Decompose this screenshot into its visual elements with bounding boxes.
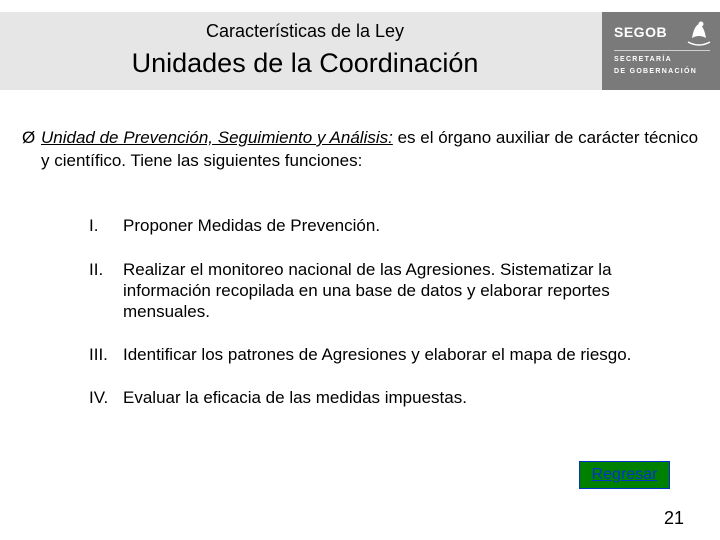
logo-divider: [614, 50, 710, 51]
slide-title: Unidades de la Coordinación: [131, 48, 479, 78]
logo-line-2: DE GOBERNACIÓN: [614, 68, 698, 75]
segob-logo: [602, 12, 720, 90]
item-number: II.: [89, 260, 104, 279]
bullet-text: es el órgano auxiliar de carácter técnico y científico. Tiene las siguientes funciones:: [41, 128, 699, 170]
slide-subtitle: Características de la Ley: [205, 21, 405, 41]
logo-name: SEGOB: [614, 24, 668, 40]
logo-line-1: SECRETARÍA: [614, 56, 672, 63]
arrow-bullet-icon: Ø: [22, 128, 36, 147]
bullet-lead: Unidad de Prevención, Seguimiento y Análisis:: [41, 128, 393, 147]
item-text: Identificar los patrones de Agresiones y elaborar el mapa de riesgo.: [123, 345, 632, 364]
eagle-seal-icon: [682, 18, 716, 48]
item-text: Realizar el monitoreo nacional de las Agresiones. Sistematizar la información recopilada en una base de datos y elaborar reportes mensuales.: [123, 260, 612, 321]
list-item: [89, 387, 679, 408]
list-item: [89, 344, 679, 365]
list-item: [89, 215, 679, 236]
item-text: Proponer Medidas de Prevención.: [123, 216, 381, 235]
item-number: I.: [89, 216, 99, 235]
item-number: III.: [89, 345, 108, 364]
item-number: IV.: [89, 388, 109, 407]
main-bullet: [22, 126, 711, 172]
item-text: Evaluar la eficacia de las medidas impuestas.: [123, 388, 467, 407]
back-button[interactable]: Regresar: [579, 461, 670, 489]
list-item: [89, 259, 679, 322]
page-number: 21: [663, 508, 684, 528]
